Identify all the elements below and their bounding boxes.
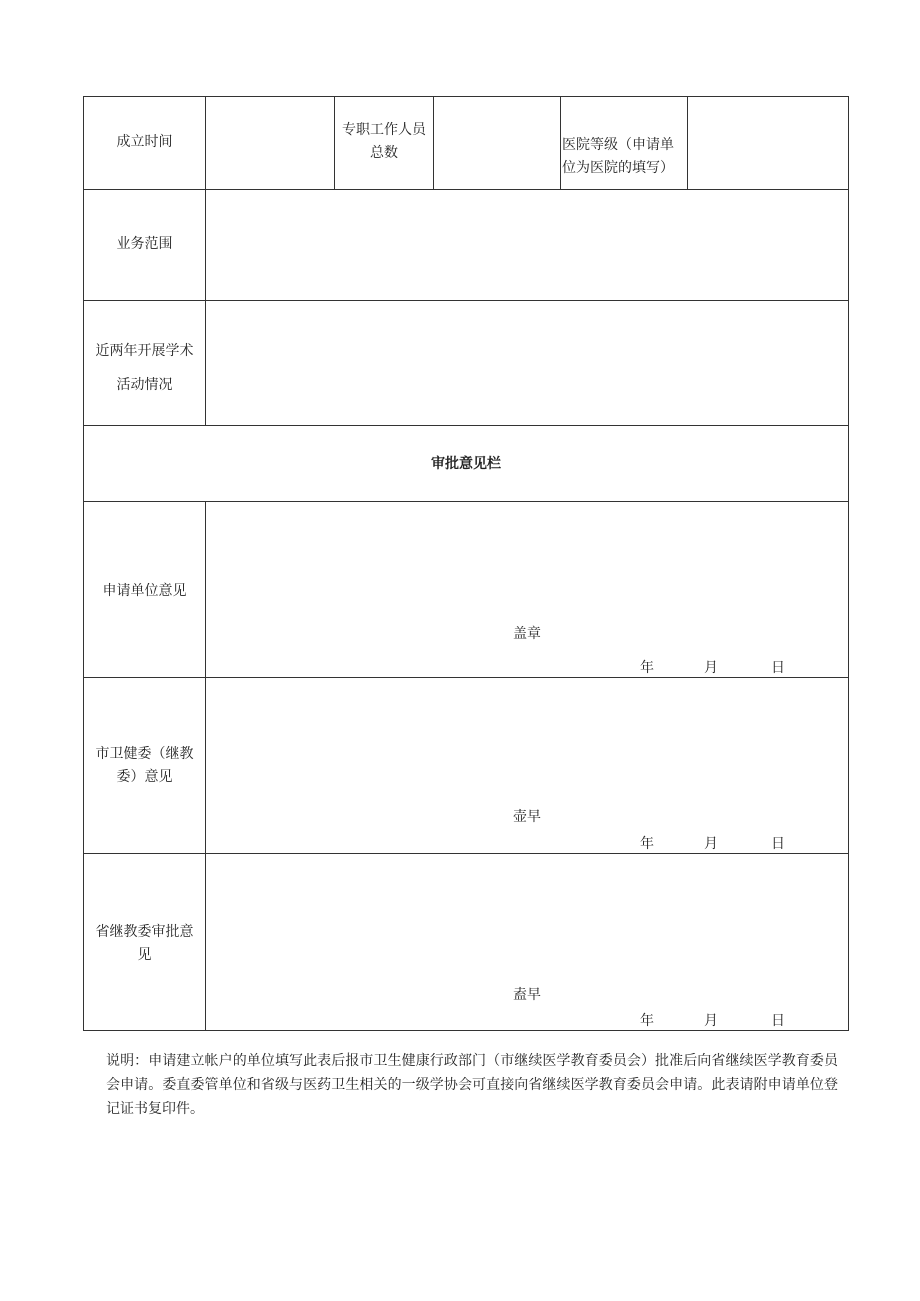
day-label: 日 <box>771 836 785 852</box>
academic-activity-label <box>84 340 205 397</box>
instructions-note-text: 说明：申请建立帐户的单位填写此表后报市卫生健康行政部门（市继续医学教育委员会）批准后向省继续医学教育委员会申请。委直委管单位和省级与医药卫生相关的一级学协会可直接向省继续医学教育委员会申请。此表请附申请单位登记证书复印件。 <box>106 1053 838 1117</box>
month-label: 月 <box>704 1013 718 1029</box>
founding-time-field[interactable] <box>206 97 334 189</box>
business-scope-field[interactable] <box>206 190 848 300</box>
row-divider <box>83 425 849 426</box>
seal-label: 盍早 <box>513 987 541 1003</box>
table-border-right <box>848 96 849 1031</box>
hospital-level-field[interactable] <box>688 97 848 189</box>
year-label: 年 <box>640 1013 654 1029</box>
business-scope-label: 业务范围 <box>116 236 173 252</box>
hospital-level-label-line2: 位为医院的填写） <box>562 160 674 176</box>
row1-divider <box>560 96 561 190</box>
province-opinion-label-line2: 见 <box>137 947 152 963</box>
day-label: 日 <box>771 1013 785 1029</box>
city-opinion-label-line1: 市卫健委（继教 <box>95 746 194 762</box>
table-border-bottom <box>83 1030 849 1031</box>
hospital-level-label <box>562 134 688 180</box>
applicant-opinion-field[interactable] <box>206 502 848 677</box>
founding-time-label: 成立时间 <box>116 134 173 150</box>
province-opinion-label-line1: 省继教委审批意 <box>95 924 194 940</box>
year-label: 年 <box>640 660 654 676</box>
approval-section-header: 审批意见栏 <box>431 456 501 472</box>
instructions-note <box>106 1049 838 1121</box>
hospital-level-label-line1: 医院等级（申请单 <box>562 137 674 153</box>
month-label: 月 <box>704 836 718 852</box>
seal-label: 盖章 <box>513 626 541 642</box>
month-label: 月 <box>704 660 718 676</box>
year-label: 年 <box>640 836 654 852</box>
academic-activity-label-line1: 近两年开展学术 <box>95 343 194 359</box>
academic-activity-label-line2: 活动情况 <box>116 377 173 393</box>
staff-count-label <box>335 119 433 165</box>
city-opinion-label <box>84 743 205 789</box>
city-opinion-field[interactable] <box>206 678 848 853</box>
applicant-opinion-label: 申请单位意见 <box>102 583 187 599</box>
academic-activity-field[interactable] <box>206 301 848 425</box>
city-opinion-label-line2: 委）意见 <box>116 769 173 785</box>
province-opinion-label <box>84 921 205 967</box>
day-label: 日 <box>771 660 785 676</box>
staff-count-field[interactable] <box>434 97 560 189</box>
staff-count-label-line2: 总数 <box>370 145 398 161</box>
seal-label: 壶早 <box>513 809 541 825</box>
staff-count-label-line1: 专职工作人员 <box>342 122 426 138</box>
